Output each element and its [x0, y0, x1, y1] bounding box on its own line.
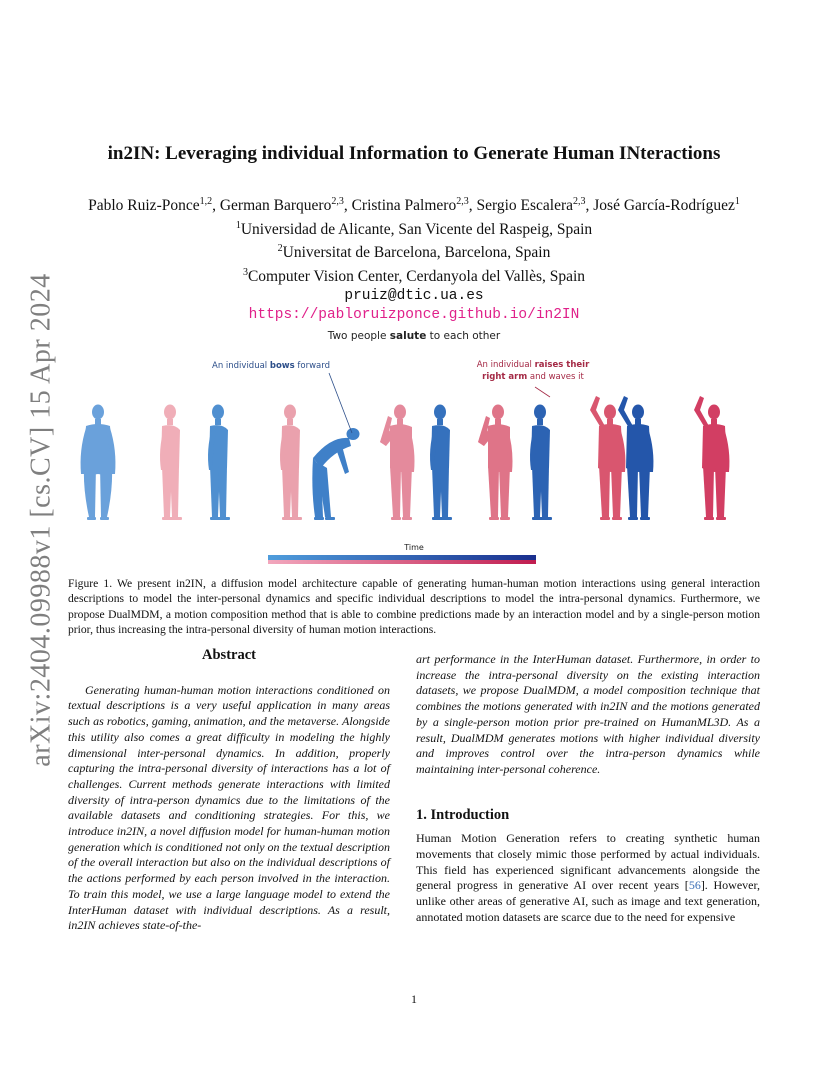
figure-person-blue-1: [81, 405, 116, 521]
paper-title: in2IN: Leveraging individual Information to Generate Human INteractions: [107, 143, 721, 164]
project-url-link[interactable]: https://pabloruizponce.github.io/in2IN: [248, 307, 580, 324]
affiliation-sup: 3: [242, 266, 248, 278]
figure-illustration: [78, 325, 750, 570]
figure-person-blue-3: [430, 405, 452, 521]
affiliation-3: [0, 263, 828, 287]
figure-person-pink-wave-2: [694, 396, 729, 520]
teaser-figure: [78, 325, 750, 570]
arxiv-stamp-text: arXiv:2404.09988v1 [cs.CV] 15 Apr 2024: [26, 273, 57, 767]
author-affil-sup: 1,2: [199, 196, 213, 207]
author-email[interactable]: pruiz@dtic.ua.es: [344, 287, 484, 304]
abstract-heading: Abstract: [202, 647, 256, 663]
affiliation-sup: 2: [277, 243, 283, 255]
annotation-right: [463, 359, 603, 383]
citation-link[interactable]: 56: [688, 878, 701, 893]
abstract-text: Generating human-human motion interactions conditioned on textual descriptions is a very useful application in many areas such as robotics, gaming, animation, and the metaverse. Alongside this utility also comes a great difficulty in modeling the highly dimensional inter-personal dynamics. In addition, properly capturing the intra-personal diversity of interactions has a lot of challenges. Current methods generate interactions with limited diversity of intra-person dynamics due to the limitations of the available datasets and conditioning strategies. For this, we introduce in2IN, a novel diffusion model for human-human motion generation which is conditioned not only on the textual description of the overall interaction but also on the individual descriptions of the actions performed by each person involved in the interaction. To train this model, we use a large language model to extend the InterHuman dataset with individual descriptions. As a result, in2IN achieves state-of-the-: [68, 682, 390, 933]
affiliation-1: [0, 216, 828, 240]
figure-person-pink-2: [280, 405, 302, 521]
annotation-bold: raises their: [534, 360, 590, 370]
annotation-text: forward: [294, 361, 330, 371]
author-block: [0, 192, 828, 326]
abstract-text-continued: art performance in the InterHuman dataset. Furthermore, in order to increase the intra-personal diversity on the existing interaction datasets, we propose DualMDM, a model composition technique that combines the motions generated with in2IN and the motions generated by a single-person motion prior pre-trained on HumanML3D. As a result, DualMDM generates motions with higher individual diversity and improves control over the intra-person dynamics while maintaining inter-personal coherence.: [416, 652, 760, 776]
figure-person-pink-1: [160, 405, 182, 521]
figure-person-blue-bow: [312, 428, 359, 520]
label-text: to each other: [426, 330, 501, 342]
annotation-text: An individual: [476, 360, 535, 370]
annotation-text: and waves it: [527, 372, 584, 382]
right-column: [416, 652, 760, 926]
figure-person-blue-2: [208, 405, 230, 521]
annotation-pointer-left: [329, 373, 352, 433]
left-column: [68, 648, 390, 934]
annotation-pointer-right: [535, 387, 550, 397]
time-gradient-bar: [268, 555, 536, 564]
page-number: 1: [411, 992, 417, 1006]
figure-person-blue-4: [530, 405, 552, 521]
affiliation-2: [0, 239, 828, 263]
affiliation-text: Universitat de Barcelona, Barcelona, Spain: [282, 244, 551, 262]
annotation-left: [196, 361, 346, 371]
author-list: [0, 192, 828, 216]
author-name: Pablo Ruiz-Ponce: [88, 197, 200, 215]
annotation-bold: bows: [269, 361, 295, 371]
affiliation-text: Computer Vision Center, Cerdanyola del Vallès, Spain: [247, 268, 586, 286]
intro-text-part: ]. However, unlike other areas of generative AI, such as image and text generation, annotated motion datasets are scarce due to the need for expensive: [416, 878, 761, 924]
author-affil-sup: 2,3: [456, 196, 469, 207]
introduction-heading: 1. Introduction: [416, 806, 510, 823]
author-name: , German Barquero: [212, 197, 332, 215]
author-affil-sup: 2,3: [573, 196, 586, 207]
label-text: Two people: [327, 330, 390, 342]
introduction-text: [416, 831, 760, 925]
label-bold: salute: [389, 330, 427, 342]
author-affil-sup: 1: [734, 196, 740, 207]
arxiv-side-stamp: [22, 273, 62, 767]
author-name: , José García-Rodríguez: [585, 197, 735, 215]
author-affil-sup: 2,3: [331, 196, 344, 207]
annotation-text: An individual: [212, 361, 270, 371]
figure-interaction-label: [78, 330, 750, 342]
author-name: , Cristina Palmero: [343, 197, 457, 215]
annotation-bold: right arm: [482, 372, 528, 382]
affiliation-text: Universidad de Alicante, San Vicente del Raspeig, Spain: [240, 220, 593, 238]
figure-caption: Figure 1. We present in2IN, a diffusion model architecture capable of generating human-human motion interactions using general interaction descriptions to model the inter-personal dynamics and specific individual descriptions to model the intra-personal dynamics. Furthermore, we propose DualMDM, a motion composition method that is able to combine predictions made by an interaction model and by a single-person motion prior, thus increasing the intra-personal diversity of human motion interactions.: [68, 577, 760, 636]
figure-person-pink-wave-1: [590, 396, 625, 520]
affiliation-sup: 1: [235, 219, 241, 231]
author-name: , Sergio Escalera: [468, 197, 574, 215]
figure-person-pink-3: [478, 405, 513, 521]
time-bar-pink: [268, 560, 536, 565]
intro-text-part: Human Motion Generation refers to creating synthetic human movements that closely mimic those performed by actual individuals. This field has experienced significant advancements alongside the general progress in generative AI over recent years [: [416, 831, 760, 893]
figure-person-pink-salute: [380, 405, 415, 521]
time-axis-label: Time: [404, 543, 424, 552]
